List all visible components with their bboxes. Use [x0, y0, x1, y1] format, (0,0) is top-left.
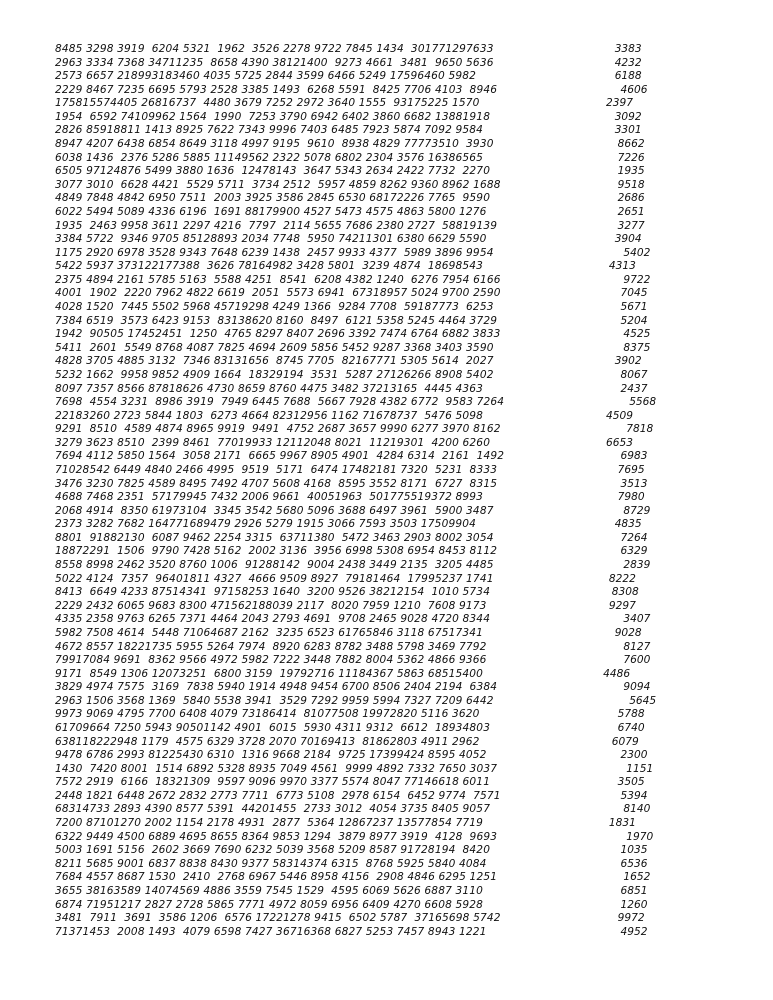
number-sequence: 79917084 9691 8362 9566 4972 5982 7222 3448 7882 8004 5362 4866 9366 [55, 654, 487, 667]
number-sequence: 4001 1902 2220 7962 4822 6619 2051 5573 6941 67318957 5024 9700 2590 [55, 287, 501, 300]
row-total: 5645 [629, 694, 657, 707]
number-row [0, 246, 773, 260]
row-total: 8067 [620, 368, 648, 381]
number-sequence: 6874 71951217 2827 2728 5865 7771 4972 8059 6956 6409 4270 6608 5928 [55, 898, 484, 911]
number-sequence: 7694 4112 5850 1564 3058 2171 6665 9967 8905 4901 4284 6314 2161 1492 [55, 450, 505, 463]
number-row [0, 721, 773, 735]
number-row [0, 925, 773, 939]
number-row [0, 395, 773, 409]
number-row [0, 626, 773, 640]
number-sequence: 2573 6657 218993183460 4035 5725 2844 3599 6466 5249 17596460 5982 [55, 70, 477, 83]
number-sequence: 9291 8510 4589 4874 8965 9919 9491 4752 2687 3657 9990 6277 3970 8162 [55, 423, 501, 436]
number-row [0, 273, 773, 287]
row-total: 1652 [623, 871, 651, 884]
row-total: 2651 [617, 205, 645, 218]
number-sequence: 2229 2432 6065 9683 8300 471562188039 2117 8020 7959 1210 7608 9173 [55, 599, 487, 612]
number-row [0, 857, 773, 871]
number-sequence: 8947 4207 6438 6854 8649 3118 4997 9195 9610 8938 4829 77773510 3930 [55, 138, 494, 151]
row-total: 1831 [608, 817, 636, 830]
number-sequence: 6038 1436 2376 5286 5885 11149562 2322 5078 6802 2304 3576 16386565 [55, 151, 484, 164]
number-sequence: 6322 9449 4500 6889 4695 8655 8364 9853 1294 3879 8977 3919 4128 9693 [55, 830, 498, 843]
row-total: 2437 [620, 382, 648, 395]
number-sequence: 4849 7848 4842 6950 7511 2003 3925 3586 2845 6530 68172226 7765 9590 [55, 192, 491, 205]
number-row [0, 544, 773, 558]
number-row [0, 300, 773, 314]
number-row [0, 219, 773, 233]
row-total: 5204 [620, 314, 648, 327]
number-row [0, 42, 773, 56]
number-row [0, 572, 773, 586]
number-row [0, 83, 773, 97]
number-sequence: 2963 1506 3568 1369 5840 5538 3941 3529 7292 9959 5994 7327 7209 6442 [55, 694, 494, 707]
row-total: 6851 [620, 884, 648, 897]
number-row [0, 286, 773, 300]
number-sequence: 2373 3282 7682 164771689479 2926 5279 1915 3066 7593 3503 17509904 [55, 518, 477, 531]
row-total: 4509 [606, 409, 633, 422]
row-total: 8127 [623, 640, 651, 653]
row-total: 7600 [623, 654, 651, 667]
row-total: 6329 [620, 545, 648, 558]
number-row [0, 558, 773, 572]
number-row [0, 463, 773, 477]
row-total: 8308 [611, 586, 639, 599]
number-sequence: 2826 85918811 1413 8925 7622 7343 9996 7403 6485 7923 5874 7092 9584 [55, 124, 484, 137]
number-sequence: 2068 4914 8350 61973104 3345 3542 5680 5096 3688 6497 3961 5900 3487 [55, 504, 494, 517]
number-sequence: 3829 4974 7575 3169 7838 5940 1914 4948 9454 6700 8506 2404 2194 6384 [55, 681, 498, 694]
number-sequence: 5232 1662 9958 9852 4909 1664 18329194 3531 5287 27126266 8908 5402 [55, 368, 494, 381]
number-sequence: 1954 6592 74109962 1564 1990 7253 3790 6942 6402 3860 6682 13881918 [55, 110, 491, 123]
number-row [0, 802, 773, 816]
row-total: 6653 [606, 436, 633, 449]
number-row [0, 436, 773, 450]
row-total: 3902 [614, 355, 642, 368]
number-sequence: 68314733 2893 4390 8577 5391 44201455 2733 3012 4054 3735 8405 9057 [55, 803, 491, 816]
number-sequence: 9171 8549 1306 12073251 6800 3159 19792716 11184367 5863 68515400 [55, 667, 484, 680]
row-total: 3904 [614, 233, 642, 246]
row-total: 2300 [620, 749, 648, 762]
row-total: 5671 [620, 301, 648, 314]
row-total: 3513 [620, 477, 648, 490]
number-row [0, 164, 773, 178]
row-total: 7045 [620, 287, 648, 300]
row-total: 6079 [611, 735, 639, 748]
number-row [0, 762, 773, 776]
row-total: 1970 [626, 830, 654, 843]
number-row [0, 422, 773, 436]
number-row [0, 707, 773, 721]
row-total: 7818 [626, 423, 654, 436]
row-total: 2397 [606, 97, 633, 110]
number-row [0, 327, 773, 341]
number-row [0, 830, 773, 844]
number-sequence: 3481 7911 3691 3586 1206 6576 17221278 9415 6502 5787 37165698 5742 [55, 912, 501, 925]
row-total: 7264 [620, 531, 648, 544]
number-row [0, 382, 773, 396]
number-sequence: 2229 8467 7235 6695 5793 2528 3385 1493 6268 5591 8425 7706 4103 8946 [55, 83, 498, 96]
row-total: 3407 [623, 613, 651, 626]
number-sequence: 71371453 2008 1493 4079 6598 7427 36716368 6827 5253 7457 8943 1221 [55, 925, 487, 938]
number-sequence: 5022 4124 7357 96401811 4327 4666 9509 8927 79181464 17995237 1741 [55, 572, 494, 585]
row-total: 7226 [617, 151, 645, 164]
number-row [0, 259, 773, 273]
row-total: 6740 [617, 722, 645, 734]
row-total: 5394 [620, 789, 648, 802]
number-row [0, 789, 773, 803]
number-sequence: 3476 3230 7825 4589 8495 7492 4707 5608 4168 8595 3552 8171 6727 8315 [55, 477, 498, 490]
row-total: 8140 [623, 803, 651, 816]
row-total: 6536 [620, 857, 648, 870]
number-sequence: 9973 9069 4795 7700 6408 4079 73186414 81077508 19972820 5116 3620 [55, 708, 480, 721]
number-sequence: 5411 2601 5549 8768 4087 7825 4694 2609 5856 5452 9287 3368 3403 3590 [55, 341, 494, 354]
number-row [0, 490, 773, 504]
row-total: 9722 [623, 273, 651, 286]
row-total: 5788 [617, 708, 645, 721]
row-total: 4232 [614, 56, 642, 69]
row-total: 2686 [617, 192, 645, 205]
number-row [0, 56, 773, 70]
number-sequence: 1430 7420 8001 1514 6892 5328 8935 7049 4561 9999 4892 7332 7650 3037 [55, 762, 498, 775]
row-total: 9028 [614, 626, 642, 639]
number-sequence: 638118222948 1179 4575 6329 3728 2070 70169413 81862803 4911 2962 [55, 735, 480, 748]
number-row [0, 694, 773, 708]
number-sequence: 1935 2463 9958 3611 2297 4216 7797 2114 5655 7686 2380 2727 58819139 [55, 219, 498, 232]
number-sequence: 1942 90505 17452451 1250 4765 8297 8407 2696 3392 7474 6764 6882 3833 [55, 328, 501, 341]
row-total: 1260 [620, 898, 648, 911]
number-row [0, 816, 773, 830]
row-total: 1035 [620, 844, 648, 857]
number-sequence: 5422 5937 373122177388 3626 78164982 3428 5801 3239 4874 18698543 [55, 260, 484, 273]
number-row [0, 612, 773, 626]
number-row [0, 911, 773, 925]
number-row [0, 96, 773, 110]
row-total: 7980 [617, 491, 645, 504]
number-row [0, 477, 773, 491]
number-sequence: 18872291 1506 9790 7428 5162 2002 3136 3956 6998 5308 6954 8453 8112 [55, 545, 498, 558]
row-total: 4313 [608, 260, 636, 273]
number-row [0, 517, 773, 531]
number-sequence: 2448 1821 6448 2672 2832 2773 7711 6773 5108 2978 6154 6452 9774 7571 [55, 789, 501, 802]
number-sequence: 3655 38163589 14074569 4886 3559 7545 1529 4595 6069 5626 6887 3110 [55, 884, 484, 897]
number-row [0, 898, 773, 912]
number-row [0, 314, 773, 328]
number-sequence: 7698 4554 3231 8986 3919 7949 6445 7688 5667 7928 4382 6772 9583 7264 [55, 396, 505, 409]
number-row [0, 870, 773, 884]
number-row [0, 775, 773, 789]
number-sequence: 4688 7468 2351 57179945 7432 2006 9661 40051963 501775519372 8993 [55, 491, 484, 504]
number-row [0, 531, 773, 545]
number-sequence: 6505 97124876 5499 3880 1636 12478143 3647 5343 2634 2422 7732 2270 [55, 165, 491, 178]
number-sequence: 7200 87101270 2002 1154 2178 4931 2877 5364 12867237 13577854 7719 [55, 817, 484, 830]
row-total: 9094 [623, 681, 651, 694]
row-total: 3277 [617, 219, 645, 232]
number-row [0, 151, 773, 165]
number-sequence: 4828 3705 4885 3132 7346 83131656 8745 7705 82167771 5305 5614 2027 [55, 355, 494, 368]
row-total: 3505 [617, 776, 645, 789]
number-row [0, 585, 773, 599]
row-total: 9297 [608, 599, 636, 612]
number-sequence: 175815574405 26816737 4480 3679 7252 2972 3640 1555 93175225 1570 [55, 97, 480, 110]
row-total: 4835 [614, 518, 642, 531]
number-row [0, 205, 773, 219]
number-row [0, 232, 773, 246]
row-total: 8729 [623, 504, 651, 517]
number-sequence: 5003 1691 5156 2602 3669 7690 6232 5039 3568 5209 8587 91728194 8420 [55, 844, 491, 857]
number-sequence: 7684 4557 8687 1530 2410 2768 6967 5446 8958 4156 2908 4846 6295 1251 [55, 871, 498, 884]
number-row [0, 123, 773, 137]
number-row [0, 653, 773, 667]
number-row [0, 354, 773, 368]
number-row [0, 599, 773, 613]
number-sequence: 6022 5494 5089 4336 6196 1691 88179900 4527 5473 4575 4863 5800 1276 [55, 205, 487, 218]
number-row [0, 884, 773, 898]
row-total: 5568 [629, 396, 657, 409]
number-row [0, 178, 773, 192]
row-total: 4486 [603, 667, 631, 680]
number-sequence: 8558 8998 2462 3520 8760 1006 91288142 9004 2438 3449 2135 3205 4485 [55, 559, 494, 572]
row-total: 3301 [614, 124, 642, 137]
row-total: 9518 [617, 178, 645, 191]
number-sequence: 4672 8557 18221735 5955 5264 7974 8920 6283 8782 3488 5798 3469 7792 [55, 640, 487, 653]
number-row [0, 735, 773, 749]
number-row [0, 449, 773, 463]
number-row [0, 341, 773, 355]
row-total: 9972 [617, 912, 645, 925]
number-row [0, 680, 773, 694]
row-total: 7695 [617, 463, 645, 476]
number-row [0, 69, 773, 83]
number-sequence: 2963 3334 7368 34711235 8658 4390 38121400 9273 4661 3481 9650 5636 [55, 56, 494, 69]
number-sequence: 8211 5685 9001 6837 8838 8430 9377 58314374 6315 8768 5925 5840 4084 [55, 857, 487, 870]
number-sequence: 71028542 6449 4840 2466 4995 9519 5171 6474 17482181 7320 5231 8333 [55, 463, 498, 476]
number-sequence: 8413 6649 4233 87514341 97158253 1640 3200 9526 38212154 1010 5734 [55, 586, 491, 599]
number-row [0, 640, 773, 654]
number-sequence: 3077 3010 6628 4421 5529 5711 3734 2512 5957 4859 8262 9360 8962 1688 [55, 178, 501, 191]
number-sequence: 7572 2919 6166 18321309 9597 9096 9970 3377 5574 8047 77146618 6011 [55, 776, 491, 789]
number-row [0, 368, 773, 382]
row-total: 8662 [617, 138, 645, 151]
row-total: 4606 [620, 83, 648, 96]
row-total: 1151 [626, 762, 654, 775]
row-total: 3383 [614, 43, 642, 55]
number-sequence: 4028 1520 7445 5502 5968 45719298 4249 1366 9284 7708 59187773 6253 [55, 301, 494, 314]
row-total: 1935 [617, 165, 645, 178]
number-sequence: 9478 6786 2993 81225430 6310 1316 9668 2184 9725 17399424 8595 4052 [55, 749, 487, 762]
row-total: 8375 [623, 341, 651, 354]
number-row [0, 191, 773, 205]
number-row [0, 504, 773, 518]
number-sequence: 3279 3623 8510 2399 8461 77019933 12112048 8021 11219301 4200 6260 [55, 436, 491, 449]
number-sequence: 7384 6519 3573 6423 9153 83138620 8160 8497 6121 5358 5245 4464 3729 [55, 314, 498, 327]
row-total: 3092 [614, 110, 642, 123]
row-total: 2839 [623, 559, 651, 572]
number-row [0, 137, 773, 151]
row-total: 5402 [623, 246, 651, 259]
number-sequence: 2375 4894 2161 5785 5163 5588 4251 8541 6208 4382 1240 6276 7954 6166 [55, 273, 501, 286]
row-total: 4952 [620, 925, 648, 938]
number-row [0, 110, 773, 124]
number-sequence: 8801 91882130 6087 9462 2254 3315 63711380 5472 3463 2903 8002 3054 [55, 531, 494, 544]
row-total: 8222 [608, 572, 636, 585]
number-sequence: 8097 7357 8566 87818626 4730 8659 8760 4475 3482 37213165 4445 4363 [55, 382, 484, 395]
number-sequence: 4335 2358 9763 6265 7371 4464 2043 2793 4691 9708 2465 9028 4720 8344 [55, 613, 491, 626]
number-sequence: 1175 2920 6978 3528 9343 7648 6239 1438 2457 9933 4377 5989 3896 9954 [55, 246, 494, 259]
number-row [0, 748, 773, 762]
number-row [0, 667, 773, 681]
number-sequence: 5982 7508 4614 5448 71064687 2162 3235 6523 61765846 3118 67517341 [55, 626, 484, 639]
row-total: 6983 [620, 450, 648, 463]
number-sequence: 61709664 7250 5943 90501142 4901 6015 5930 4311 9312 6612 18934803 [55, 722, 491, 734]
number-sequence: 8485 3298 3919 6204 5321 1962 3526 2278 9722 7845 1434 301771297633 [55, 43, 494, 55]
number-sequence: 3384 5722 9346 9705 85128893 2034 7748 5950 74211301 6380 6629 5590 [55, 233, 487, 246]
row-total: 6188 [614, 70, 642, 83]
row-total: 4525 [623, 328, 651, 341]
number-sequence: 22183260 2723 5844 1803 6273 4664 82312956 1162 71678737 5476 5098 [55, 409, 484, 422]
number-row [0, 843, 773, 857]
number-row [0, 409, 773, 423]
